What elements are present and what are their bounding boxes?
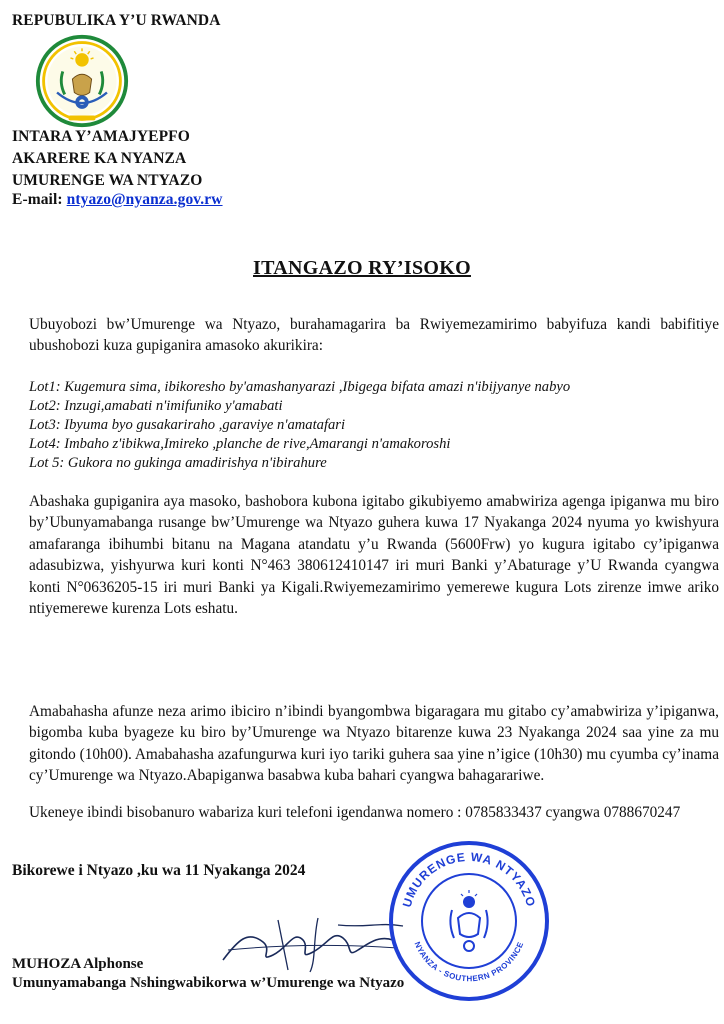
stamp-top-text: UMURENGE WA NTYAZO [399, 849, 539, 909]
signer-position: Umunyamabanga Nshingwabikorwa w’Umurenge wa Ntyazo [12, 975, 405, 991]
instructions-paragraph: Abashaka gupiganira aya masoko, bashobora kubona igitabo gikubiyemo amabwiriza agenga ipiganwa mu biro by’Ubunyamabanga rusange bw’Umurenge wa Ntyazo guhera kuwa 17 Nyakanga 2024 nyuma yo kwishyura amafaranga ibihumbi bitanu na Magana atandatu y’u Rwanda (5600Frw) yo kugura igitabo cy’ipiganwa adasubizwa, yishyurwa kuri konti N°463 380612410147 iri muri Banki y’Abaturage y’U Rwanda cyangwa konti N°0636205-15 iri muri Banki ya Kigali.Rwiyemezamirimo yemerewe kugura Lots zirenze imwe ariko ntiyemerewe kurenza Lots eshatu. [29, 493, 719, 618]
date-line: Bikorewe i Ntyazo ,ku wa 11 Nyakanga 2024 [12, 862, 306, 879]
stamp-bottom-text: NYANZA - SOUTHERN PROVINCE [412, 940, 526, 984]
document-title: ITANGAZO RY’ISOKO [253, 257, 471, 279]
signer-name: MUHOZA Alphonse [12, 956, 144, 972]
country-name: REPUBULIKA Y’U RWANDA [12, 12, 221, 29]
rwanda-coat-of-arms-icon [34, 33, 130, 129]
contact-paragraph: Ukeneye ibindi bisobanuro wabariza kuri telefoni igendanwa nomero : 0785833437 cyangwa 0788670247 [29, 804, 681, 821]
email-label: E-mail: [12, 191, 63, 208]
email-link[interactable]: ntyazo@nyanza.gov.rw [66, 191, 223, 208]
intro-paragraph: Ubuyobozi bw’Umurenge wa Ntyazo, burahamagarira ba Rwiyemezamirimo babyifuza kandi babifitiye ubushobozi kuza gupiganira amasoko akurikira: [29, 316, 719, 355]
province-name: INTARA Y’AMAJYEPFO [12, 128, 190, 145]
lot-item: Lot1: Kugemura sima, ibikoresho by'amashanyarazi ,Ibigega bifata amazi n'ibijyanye nabyo [29, 379, 571, 395]
official-stamp-icon [386, 838, 552, 1004]
email-line [12, 191, 223, 208]
lot-item: Lot4: Imbaho z'ibikwa,Imireko ,planche de rive,Amarangi n'amakoroshi [29, 436, 451, 452]
lot-item: Lot2: Inzugi,amabati n'imifuniko y'amabati [29, 398, 283, 414]
lots-list [29, 378, 570, 473]
lot-item: Lot 5: Gukora no gukinga amadirishya n'ibirahure [29, 455, 327, 471]
sector-name: UMURENGE WA NTYAZO [12, 172, 203, 189]
submission-paragraph: Amabahasha afunze neza arimo ibiciro n’ibindi byangombwa bigaragara mu gitabo cy’amabwiriza y’ipiganwa, bigomba kuba byageze ku biro by’Umurenge wa Ntyazo bitarenze kuwa 23 Nyakanga 2024 saa yine za mu gitondo (10h00). Amabahasha azafungurwa kuri iyo tariki guhera saa yine n’igice (10h30) mu cyumba cy’inama cy’Umurenge wa Ntyazo.Abapiganwa basabwa kuba bahari cyangwa bahagarariwe. [29, 703, 719, 785]
signer-block [12, 955, 404, 993]
district-name: AKARERE KA NYANZA [12, 150, 187, 167]
lot-item: Lot3: Ibyuma byo gusakariraho ,garaviye n'amatafari [29, 417, 346, 433]
